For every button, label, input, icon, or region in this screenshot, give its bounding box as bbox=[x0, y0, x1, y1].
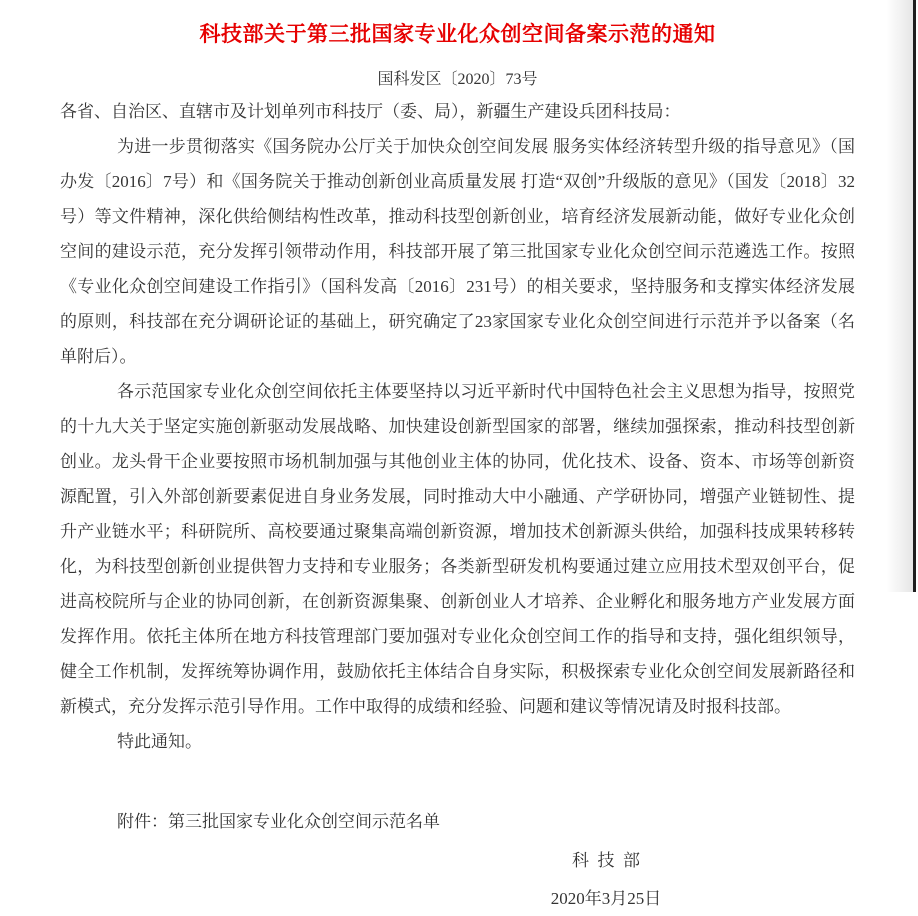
addressee-line: 各省、自治区、直辖市及计划单列市科技厅（委、局），新疆生产建设兵团科技局： bbox=[60, 102, 681, 121]
body-paragraph-2: 各示范国家专业化众创空间依托主体要坚持以习近平新时代中国特色社会主义思想为指导，按照党的十九大关于坚定实施创新驱动发展战略、加快建设创新型国家的部署，继续加强探索，推动科技型创新创业。龙头骨干企业要按照市场机制加强与其他创业主体的协同，优化技术、设备、资本、市场等创新资源配置，引入外部创新要素促进自身业务发展，同时推动大中小融通、产学研协同，增强产业链韧性、提升产业链水平；科研院所、高校要通过聚集高端创新资源，增加技术创新源头供给，加强科技成果转移转化，为科技型创新创业提供智力支持和专业服务；各类新型研发机构要通过建立应用技术型双创平台，促进高校院所与企业的协同创新，在创新资源集聚、创新创业人才培养、企业孵化和服务地方产业发展方面发挥作用。依托主体所在地方科技管理部门要加强对专业化众创空间工作的指导和支持，强化组织领导，健全工作机制，发挥统筹协调作用，鼓励依托主体结合自身实际，积极探索专业化众创空间发展新路径和新模式，充分发挥示范引导作用。工作中取得的成绩和经验、问题和建议等情况请及时报科技部。 bbox=[60, 382, 855, 716]
closing-line: 特此通知。 bbox=[117, 732, 202, 751]
page-right-edge-shadow bbox=[886, 0, 914, 592]
document-number: 国科发区〔2020〕73号 bbox=[377, 71, 538, 88]
page-right-border-line bbox=[913, 0, 916, 592]
signature-block bbox=[506, 843, 706, 916]
page-title: 科技部关于第三批国家专业化众创空间备案示范的通知 bbox=[199, 23, 716, 46]
body-paragraph-1: 为进一步贯彻落实《国务院办公厅关于加快众创空间发展 服务实体经济转型升级的指导意见》（国办发〔2016〕7号）和《国务院关于推动创新创业高质量发展 打造“双创”升级版的意见》（国发〔2018〕32号）等文件精神，深化供给侧结构性改革，推动科技型创新创业，培育经济发展新动能，做好专业化众创空间的建设示范，充分发挥引领带动作用，科技部开展了第三批国家专业化众创空间示范遴选工作。按照《专业化众创空间建设工作指引》（国科发高〔2016〕231号）的相关要求，坚持服务和支撑实体经济发展的原则，科技部在充分调研论证的基础上，研究确定了23家国家专业化众创空间进行示范并予以备案（名单附后）。 bbox=[60, 137, 855, 366]
attachment-note: 附件：第三批国家专业化众创空间示范名单 bbox=[117, 812, 440, 831]
signature-agency: 科 技 部 bbox=[572, 851, 640, 870]
signature-date: 2020年3月25日 bbox=[550, 889, 662, 908]
